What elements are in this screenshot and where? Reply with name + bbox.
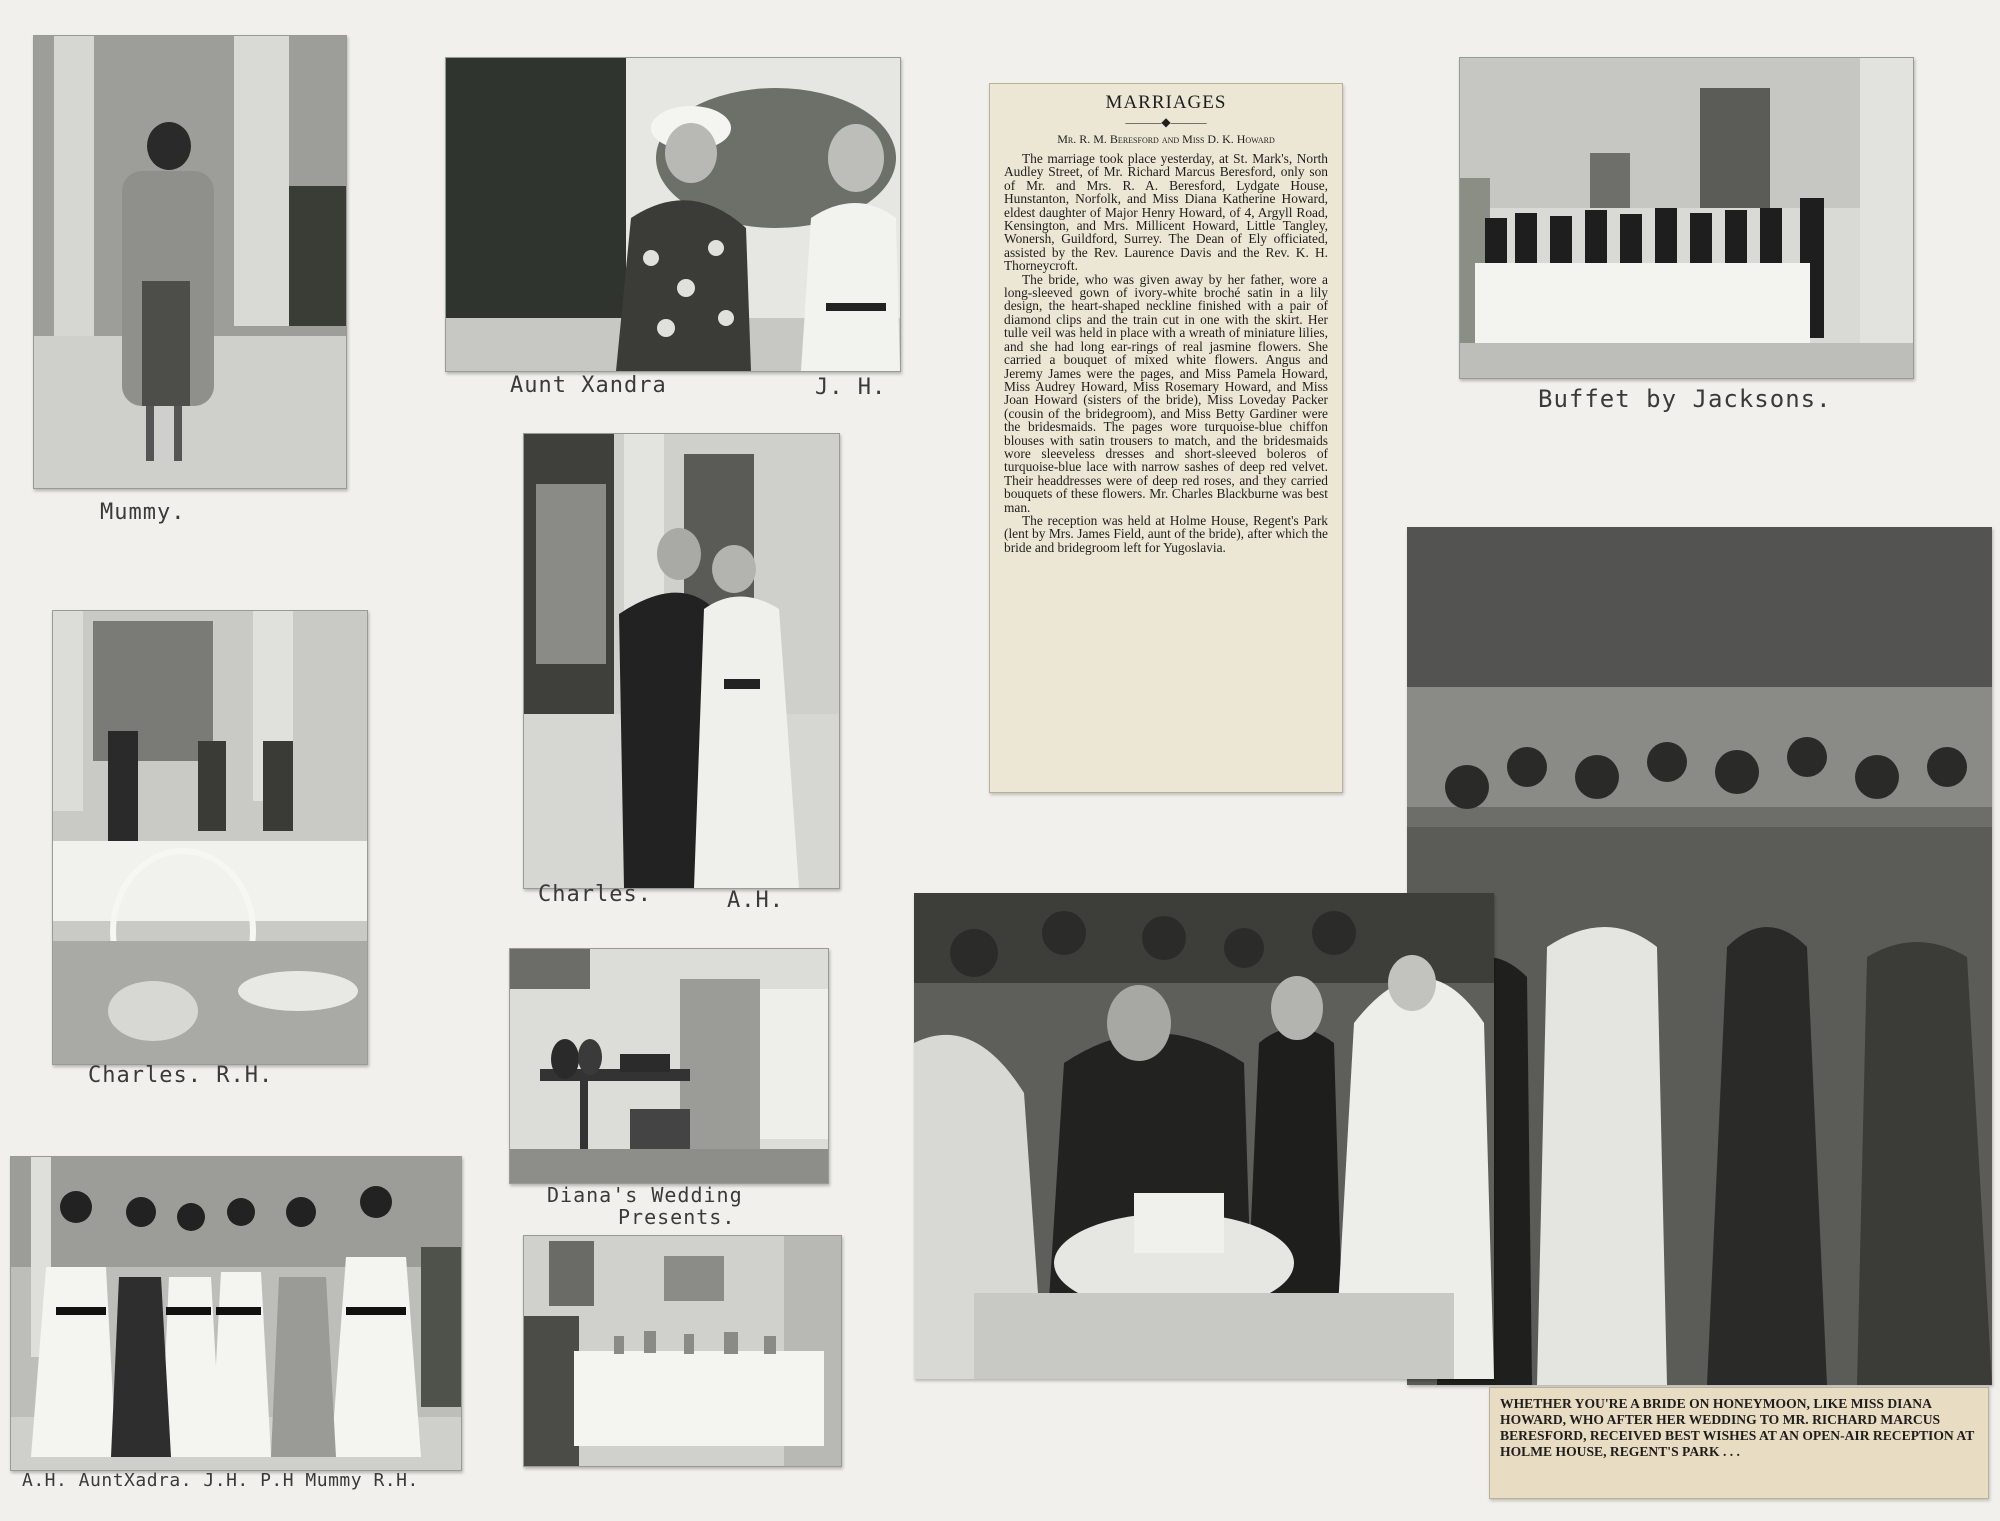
- photo-charles-rh: [52, 610, 368, 1065]
- caption-charles-rh: Charles. R.H.: [88, 1063, 274, 1088]
- caption-wedding-presents-1: Diana's Wedding: [547, 1183, 743, 1207]
- clipping-ornament: ———◆———: [1125, 115, 1207, 129]
- photo-charles-ah: [523, 433, 840, 889]
- clipping-subheading: Mr. R. M. Beresford and Miss D. K. Howard: [1057, 132, 1275, 146]
- photo-bridesmaids-group: [10, 1156, 462, 1471]
- photo-wedding-presents: [509, 948, 829, 1184]
- caption-aunt-xandra: Aunt Xandra: [510, 373, 667, 398]
- clipping-heading: MARRIAGES: [1105, 92, 1227, 113]
- caption-mummy: Mummy.: [100, 500, 186, 525]
- marriages-clipping: [989, 83, 1343, 793]
- caption-charles: Charles.: [538, 882, 652, 907]
- clipping-paragraph: The marriage took place yesterday, at St. Mark's, North Audley Street, of Mr. Richard Marcus Beresford, only son of Mr. and Mrs. R. A. Beresford, Lydgate House, Hunstanton, Norfolk, and Miss Diana Katherine Howard, eldest daughter of Major Henry Howard, of 4, Argyll Road, Kensington, and Mrs. Millicent Howard, Little Tangley, Wonersh, Guildford, Surrey. The Dean of Ely officiated, assisted by the Rev. Laurence Davis and the Rev. K. H. Thorneycroft.: [1004, 151, 1328, 274]
- clipping-paragraph: The bride, who was given away by her father, wore a long-sleeved gown of ivory-white broché satin in a lily design, the heart-shaped neckline finished with a pair of diamond clips and the train cut in one with the skirt. Her tulle veil was held in place with a wreath of miniature lilies, and she had long ear-rings of real jasmine flowers. She carried a bouquet of mixed white flowers. Angus and Jeremy James were the pages, and Miss Pamela Howard, Miss Audrey Howard, Miss Rosemary Howard, and Miss Joan Howard (sisters of the bride), Miss Loveday Packer (cousin of the bridegroom), and Miss Betty Gardiner were the bridesmaids. The pages wore turquoise-blue chiffon blouses with satin trousers to match, and the bridesmaids wore sleeveless dresses and short-sleeved boleros of turquoise-blue lace with narrow sashes of deep red velvet. Their headdresses were of deep red roses, and they carried bouquets of these flowers. Mr. Charles Blackburne was best man.: [1004, 271, 1328, 515]
- caption-buffet: Buffet by Jacksons.: [1538, 385, 1832, 413]
- press-caption-clipping: [1489, 1387, 1989, 1499]
- caption-group: A.H. AuntXadra. J.H. P.H Mummy R.H.: [22, 1470, 419, 1491]
- photo-buffet: [1459, 57, 1914, 379]
- caption-wedding-presents-2: Presents.: [618, 1205, 736, 1229]
- photo-reception-bride-groom: [914, 893, 1494, 1379]
- press-caption-text: WHETHER YOU'RE A BRIDE ON HONEYMOON, LIKE MISS DIANA HOWARD, WHO AFTER HER WEDDING TO MR. RICHARD MARCUS BERESFORD, RECEIVED BEST WISHES AT AN OPEN-AIR RECEPTION AT HOLME HOUSE, REGENT'S PARK . . .: [1500, 1396, 1975, 1459]
- photo-aunt-xandra-jh: [445, 57, 901, 372]
- caption-jh: J. H.: [815, 375, 887, 400]
- photo-reception-crowd: [1407, 527, 1992, 1385]
- clipping-paragraph: The reception was held at Holme House, Regent's Park (lent by Mrs. James Field, aunt of the bride), after which the bride and bridegroom left for Yugoslavia.: [1004, 512, 1328, 555]
- photo-mummy: [33, 35, 347, 489]
- caption-ah: A.H.: [727, 888, 784, 913]
- photo-buffet-room: [523, 1235, 842, 1467]
